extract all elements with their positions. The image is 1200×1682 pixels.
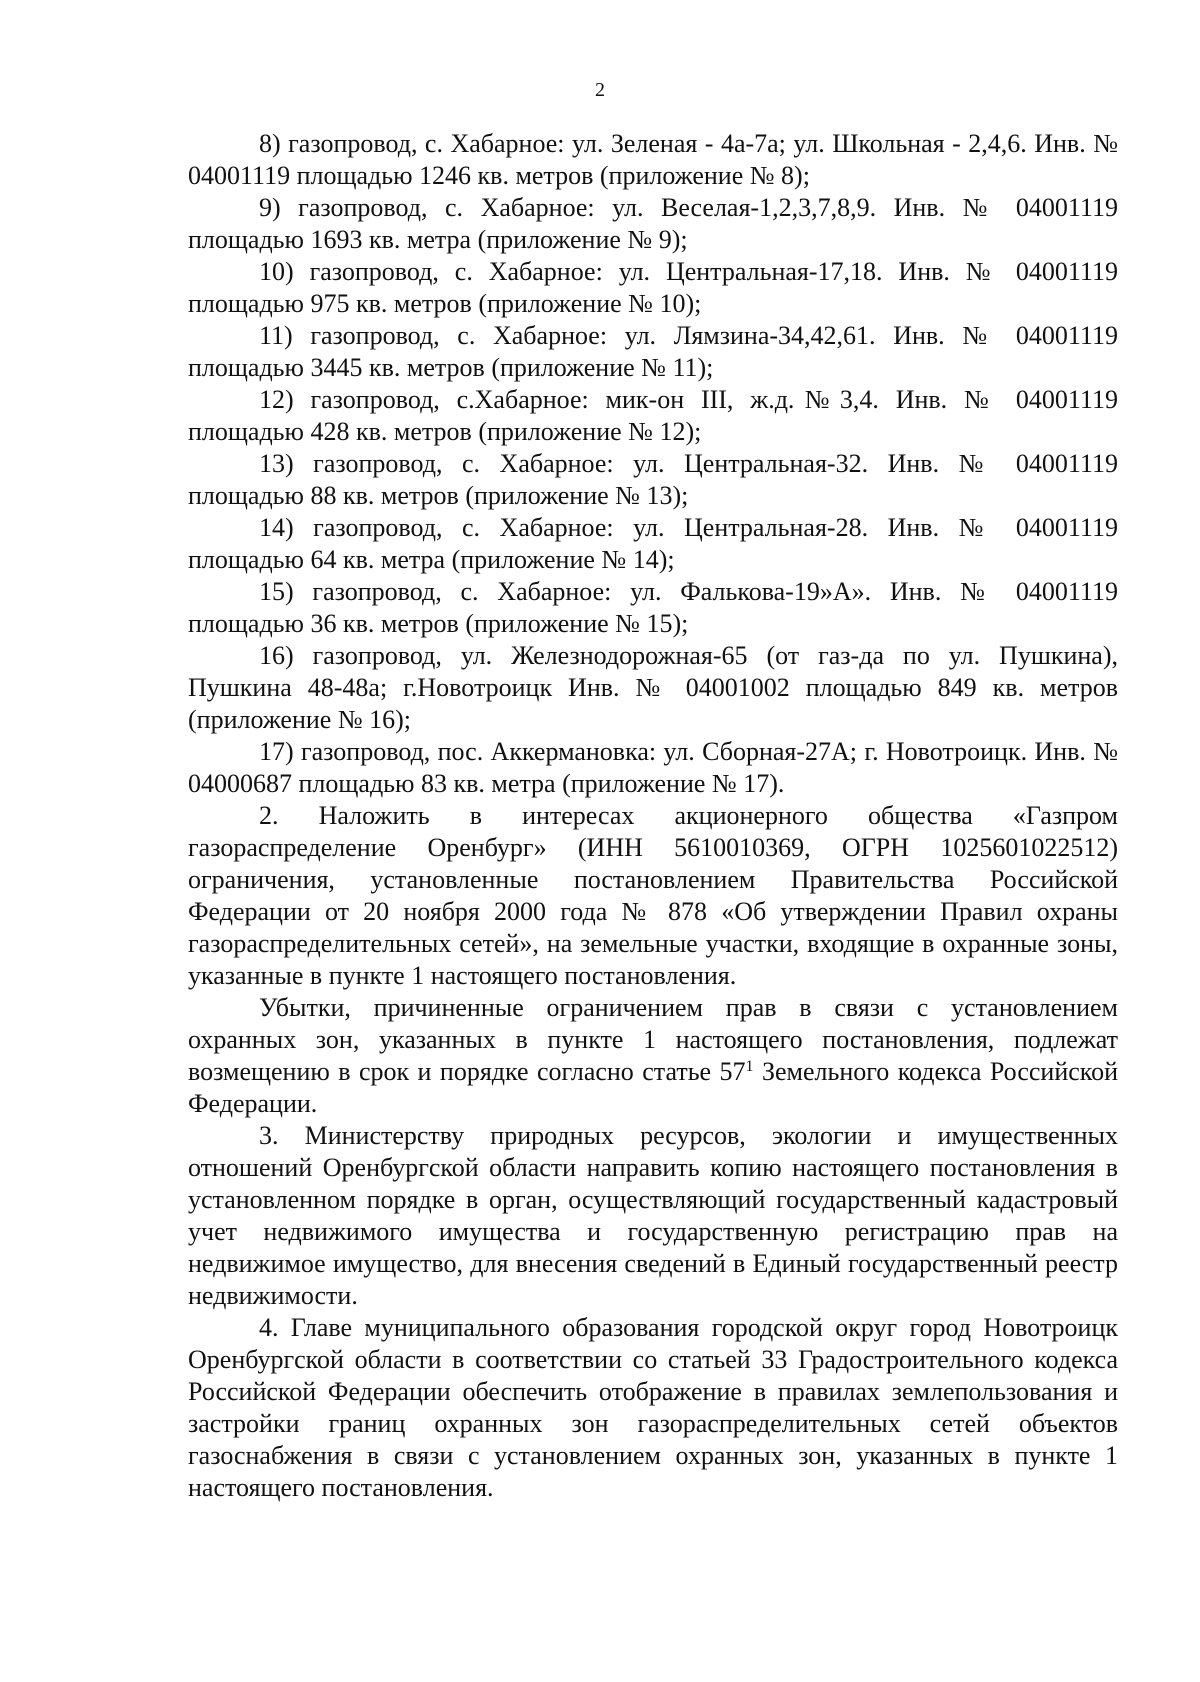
list-item-9: 9) газопровод, с. Хабарное: ул. Веселая-1,2,3,7,8,9. Инв. № 04001119 площадью 1693 кв. метра (приложение № 9); xyxy=(188,193,1118,254)
document-body xyxy=(188,128,1118,1504)
list-item-11: 11) газопровод, с. Хабарное: ул. Лямзина-34,42,61. Инв. № 04001119 площадью 3445 кв. метров (приложение № 11); xyxy=(188,321,1118,382)
paragraph-point-3: 3. Министерству природных ресурсов, экологии и имущественных отношений Оренбургской области направить копию настоящего постановления в установленном порядке в орган, осуществляющий государственный кадастровый учет недвижимого имущества и государственную регистрацию прав на недвижимое имущество, для внесения сведений в Единый государственный реестр недвижимости. xyxy=(188,1121,1118,1310)
list-item-14: 14) газопровод, с. Хабарное: ул. Центральная-28. Инв. № 04001119 площадью 64 кв. метра (приложение № 14); xyxy=(188,513,1118,574)
list-item-13: 13) газопровод, с. Хабарное: ул. Центральная-32. Инв. № 04001119 площадью 88 кв. метров (приложение № 13); xyxy=(188,449,1118,510)
paragraph-losses xyxy=(188,992,1118,1120)
list-item-15: 15) газопровод, с. Хабарное: ул. Фалькова-19»А». Инв. № 04001119 площадью 36 кв. метров (приложение № 15); xyxy=(188,577,1118,638)
page-number: 2 xyxy=(595,79,605,101)
list-item-8: 8) газопровод, с. Хабарное: ул. Зеленая - 4а-7а; ул. Школьная - 2,4,6. Инв. № 04001119 площадью 1246 кв. метров (приложение № 8); xyxy=(188,129,1118,190)
losses-text-end: Земельного кодекса Российской Федерации. xyxy=(188,1057,1118,1118)
paragraph-point-4: 4. Главе муниципального образования городской округ город Новотроицк Оренбургской области в соответствии со статьей 33 Градостроительного кодекса Российской Федерации обеспечить отображение в правилах землепользования и застройки границ охранных зон газораспределительных сетей объектов газоснабжения в связи с установлением охранных зон, указанных в пункте 1 настоящего постановления. xyxy=(188,1313,1118,1502)
list-item-16: 16) газопровод, ул. Железнодорожная-65 (от газ-да по ул. Пушкина), Пушкина 48-48а; г.Новотроицк Инв. № 04001002 площадью 849 кв. метров (приложение № 16); xyxy=(188,641,1118,734)
superscript-article-number: 1 xyxy=(745,1058,754,1075)
paragraph-point-2: 2. Наложить в интересах акционерного общества «Газпром газораспределение Оренбург» (ИНН 5610010369, ОГРН 1025601022512) ограничения, установленные постановлением Правительства Российской Федерации от 20 ноября 2000 года № 878 «Об утверждении Правил охраны газораспределительных сетей», на земельные участки, входящие в охранные зоны, указанные в пункте 1 настоящего постановления. xyxy=(188,801,1118,990)
losses-text: Убытки, причиненные ограничением прав в связи с установлением охранных зон, указанных в пункте 1 настоящего постановления, подлежат возмещению в срок и порядке согласно статье 57 xyxy=(188,993,1118,1086)
list-item-10: 10) газопровод, с. Хабарное: ул. Центральная-17,18. Инв. № 04001119 площадью 975 кв. метров (приложение № 10); xyxy=(188,257,1118,318)
list-item-12: 12) газопровод, с.Хабарное: мик-он III, ж.д.№3,4. Инв. № 04001119 площадью 428 кв. метров (приложение № 12); xyxy=(188,385,1118,446)
list-item-17: 17) газопровод, пос. Аккермановка: ул. Сборная-27А; г. Новотроицк. Инв. № 04000687 площадью 83 кв. метра (приложение № 17). xyxy=(188,737,1118,798)
